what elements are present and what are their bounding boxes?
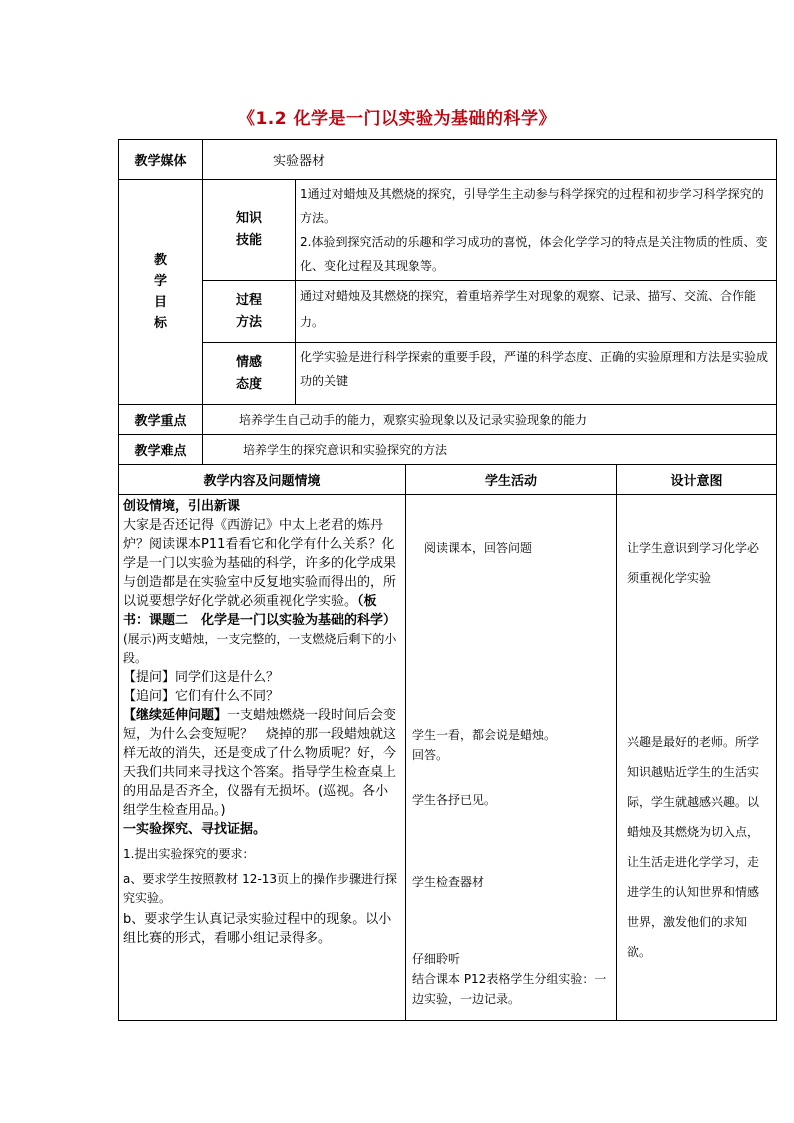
content-item-1: 1.提出实验探究的要求： [123, 847, 255, 861]
activity-4: 学生检查器材 [412, 875, 485, 889]
content-heading-2: 一实验探究、寻找证据。 [123, 822, 267, 837]
content-para-2: (展示)两支蜡烛，一支完整的，一支燃烧后剩下的小段。 [123, 632, 397, 665]
knowledge-text: 1通过对蜡烛及其燃烧的探究，引导学生主动参与科学探究的过程和初步学习科学探究的方法。 2.体验到探究活动的乐趣和学习成功的喜悦，体会化学学习的特点是关注物质的性质、变化、变化过程及其现象等。 [296, 180, 777, 281]
content-cell [119, 495, 406, 1021]
main-body-row [119, 495, 777, 1021]
content-question-2: 【追问】它们有什么不同？ [123, 689, 280, 704]
difficulty-value: 培养学生的探究意识和实验探究的方法 [203, 435, 777, 465]
process-text: 通过对蜡烛及其燃烧的探究，着重培养学生对现象的观察、记录、描写、交流、合作能力。 [296, 281, 777, 343]
activity-2: 学生一看，都会说是蜡烛。 回答。 [412, 728, 557, 762]
focus-label: 教学重点 [119, 405, 203, 435]
knowledge-label: 知识 技能 [203, 180, 296, 281]
focus-row [119, 405, 777, 435]
intent-cell [617, 495, 777, 1021]
focus-value: 培养学生自己动手的能力，观察实验现象以及记录实验现象的能力 [203, 405, 777, 435]
content-heading-1: 创设情境，引出新课 [123, 499, 241, 514]
intent-2: 兴趣是最好的老师。所学知识越贴近学生的生活实际，学生就越感兴趣。以蜡烛及其燃烧为切入点，让生活走进化学学习，走进学生的认知世界和情感世界，激发他们的求知欲。 [627, 735, 760, 959]
goal-process-row [119, 281, 777, 343]
activity-1: 阅读课本，回答问题 [424, 541, 533, 555]
emotion-label: 情感 态度 [203, 343, 296, 405]
content-para-1: 大家是否还记得《西游记》中太上老君的炼丹炉？阅读课本P11看看它和化学有什么关系？化学是一门以实验为基础的科学，许多的化学成果与创造都是在实验室中反复地实验而得出的，所以说要想学好化学就必须重视化学实验。（板书：课题二 化学是一门以实验为基础的科学） [123, 518, 397, 628]
difficulty-row [119, 435, 777, 465]
content-item-a: a、要求学生按照教材 12-13页上的操作步骤进行探究实验。 [123, 872, 398, 905]
column-header-content: 教学内容及问题情境 [119, 465, 406, 495]
column-header-intent: 设计意图 [617, 465, 777, 495]
content-question-3: 【继续延伸问题】一支蜡烛燃烧一段时间后会变短，为什么会变短呢？ 烧掉的那一段蜡烛就这样无故的消失，还是变成了什么物质呢？好，今天我们共同来寻找这个答案。指导学生检查桌上的用品是否齐全，仪器有无损坏。(巡视。各小组学生检查用品。) [123, 708, 397, 818]
page-title: 《1.2 化学是一门以实验为基础的科学》 [237, 109, 557, 129]
media-value: 实验器材 [203, 140, 777, 180]
goal-emotion-row [119, 343, 777, 405]
goal-knowledge-row [119, 180, 777, 281]
intent-1: 让学生意识到学习化学必须重视化学实验 [627, 541, 760, 585]
activity-cell [406, 495, 617, 1021]
activity-3: 学生各抒已见。 [412, 793, 497, 807]
emotion-text: 化学实验是进行科学探索的重要手段，严谨的科学态度、正确的实验原理和方法是实验成功的关键 [296, 343, 777, 405]
content-item-b: b、要求学生认真记录实验过程中的现象。以小组比赛的形式，看哪小组记录得多。 [123, 912, 392, 946]
content-question-1: 【提问】同学们这是什么？ [123, 670, 280, 685]
column-header-row [119, 465, 777, 495]
media-row [119, 140, 777, 180]
media-label: 教学媒体 [119, 140, 203, 180]
column-header-activity: 学生活动 [406, 465, 617, 495]
goals-label: 教 学 目 标 [119, 180, 203, 405]
difficulty-label: 教学难点 [119, 435, 203, 465]
lesson-plan-table [118, 139, 777, 1021]
process-label: 过程 方法 [203, 281, 296, 343]
activity-5: 仔细聆听 结合课本 P12表格学生分组实验：一边实验，一边记录。 [412, 952, 607, 1006]
